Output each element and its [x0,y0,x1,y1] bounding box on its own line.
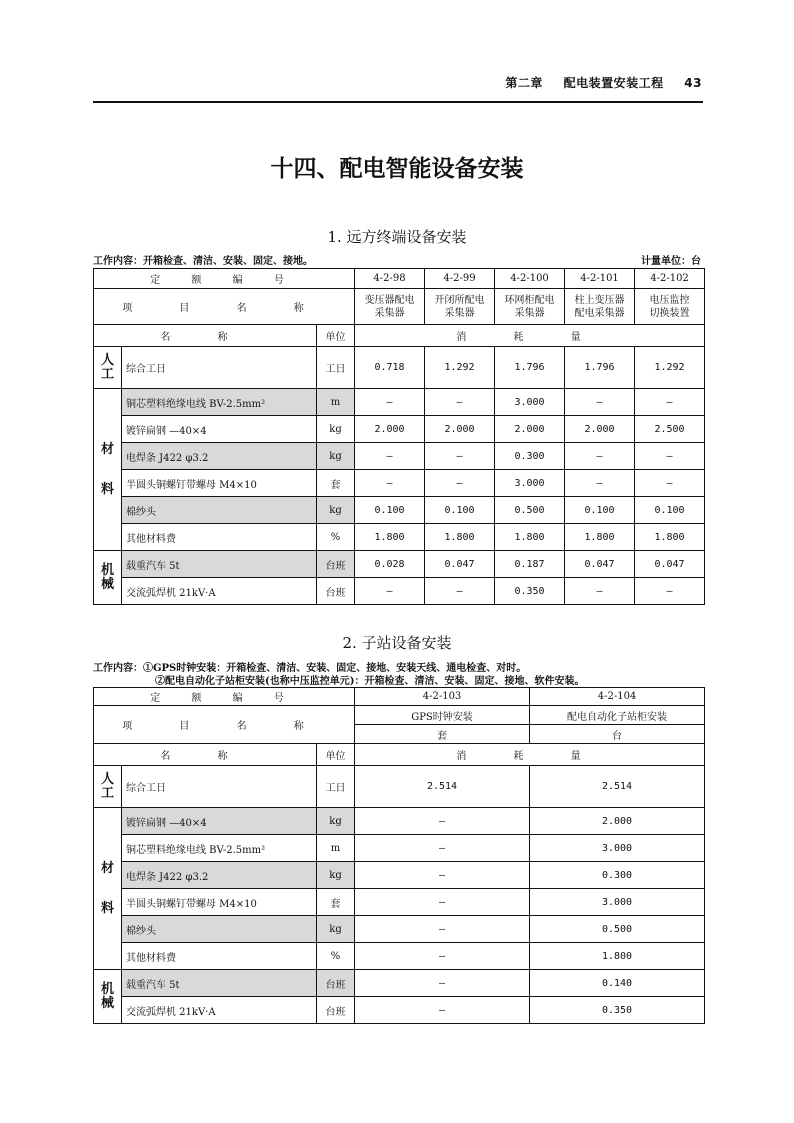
table1-item-label: 项 目 名 称 [94,289,355,325]
item-name: 其他材料费 [122,524,317,551]
table-row [94,889,705,916]
item-unit: 工日 [317,766,355,808]
table1-consumption-header: 消 耗 量 [355,325,705,347]
item-name: 电焊条 J422 φ3.2 [122,443,317,470]
consumption-value: 0.100 [565,497,635,524]
consumption-value: 0.028 [355,551,425,578]
item-unit: kg [317,443,355,470]
consumption-value: — [425,578,495,605]
consumption-value: 0.047 [565,551,635,578]
item-name: 半圆头铜螺钉带螺母 M4×10 [122,889,317,916]
consumption-value: 2.514 [355,766,530,808]
chapter-title: 配电装置安装工程 [563,76,664,90]
consumption-value: — [355,443,425,470]
consumption-value: 3.000 [530,835,705,862]
table1-quota-label: 定 额 编 号 [94,269,355,289]
consumption-value: 1.292 [425,347,495,389]
consumption-value: 0.500 [495,497,565,524]
consumption-value: — [425,470,495,497]
table-row [94,916,705,943]
page-number: 43 [684,76,702,90]
consumption-value: — [355,889,530,916]
item-unit: 套 [317,470,355,497]
consumption-value: — [565,578,635,605]
consumption-value: 1.796 [495,347,565,389]
item-name: 镀锌扁钢 —40×4 [122,416,317,443]
table-row [94,578,705,605]
item-unit: 台班 [317,578,355,605]
table-row [94,862,705,889]
chapter-number: 第二章 [505,76,543,90]
consumption-value: 0.718 [355,347,425,389]
table-row [94,997,705,1024]
consumption-value: — [355,862,530,889]
consumption-value: 2.000 [425,416,495,443]
consumption-value: 0.100 [635,497,705,524]
category-label [94,766,122,808]
consumption-value: 3.000 [495,389,565,416]
table2-item-name: 配电自动化子站柜安装 [530,706,705,725]
category-char: 人 [100,352,114,368]
consumption-value: 1.800 [495,524,565,551]
table2-column-header [94,744,705,766]
consumption-value: 2.500 [635,416,705,443]
table2-unit-header: 单位 [317,744,355,766]
table1-code: 4-2-98 [355,269,425,289]
consumption-value: 3.000 [530,889,705,916]
category-char: 料 [100,481,114,497]
consumption-value: — [635,389,705,416]
table-row [94,808,705,835]
consumption-value: — [635,470,705,497]
table-row [94,766,705,808]
item-name: 载重汽车 5t [122,551,317,578]
consumption-value: — [355,578,425,605]
table1-item-name: 开闭所配电 采集器 [425,289,495,325]
table2 [93,687,705,1024]
consumption-value: 1.292 [635,347,705,389]
table2-name-header: 名 称 [94,744,317,766]
running-head [489,74,702,91]
table-row [94,443,705,470]
item-name: 综合工日 [122,347,317,389]
table-row [94,551,705,578]
table-row [94,389,705,416]
consumption-value: — [565,389,635,416]
category-char: 料 [100,900,114,916]
table1 [93,268,705,605]
consumption-value: — [355,916,530,943]
consumption-value: 2.000 [530,808,705,835]
item-name: 交流弧焊机 21kV·A [122,578,317,605]
item-unit: kg [317,808,355,835]
consumption-value: — [565,443,635,470]
table1-item-name: 变压器配电 采集器 [355,289,425,325]
table2-consumption-header: 消 耗 量 [355,744,705,766]
item-unit: 台班 [317,970,355,997]
consumption-value: — [355,808,530,835]
category-label [94,970,122,1024]
table1-name-header: 名 称 [94,325,317,347]
table2-quota-label: 定 额 编 号 [94,688,355,706]
table2-subtitle: 2. 子站设备安装 [342,634,452,652]
item-unit: kg [317,497,355,524]
table2-work-content-1: 工作内容：①GPS时钟安装：开箱检查、清洁、安装、固定、接地、安装天线、通电检查、对时。 [93,663,527,674]
category-char: 械 [100,995,114,1011]
consumption-value: 0.350 [530,997,705,1024]
item-unit: % [317,524,355,551]
table-row [94,347,705,389]
item-name: 综合工日 [122,766,317,808]
consumption-value: 2.000 [565,416,635,443]
table1-code-row [94,269,705,289]
item-unit: kg [317,862,355,889]
category-char: 工 [100,785,114,801]
table2-item-unit: 台 [530,725,705,744]
table-row [94,497,705,524]
category-char: 机 [100,562,114,578]
item-name: 铜芯塑料绝缘电线 BV-2.5mm² [122,835,317,862]
table2-code-row [94,688,705,706]
item-name: 铜芯塑料绝缘电线 BV-2.5mm² [122,389,317,416]
table2-item-label: 项 目 名 称 [94,706,355,744]
consumption-value: 0.350 [495,578,565,605]
item-name: 棉纱头 [122,497,317,524]
table-row [94,524,705,551]
category-char: 材 [100,860,114,876]
consumption-value: 2.514 [530,766,705,808]
consumption-value: 2.000 [355,416,425,443]
item-unit: kg [317,916,355,943]
item-unit: 台班 [317,997,355,1024]
table-row [94,470,705,497]
item-name: 棉纱头 [122,916,317,943]
consumption-value: 1.800 [635,524,705,551]
table2-item-name: GPS时钟安装 [355,706,530,725]
table-row [94,416,705,443]
table1-code: 4-2-99 [425,269,495,289]
item-name: 半圆头铜螺钉带螺母 M4×10 [122,470,317,497]
table2-item-row [94,706,705,725]
item-name: 载重汽车 5t [122,970,317,997]
consumption-value: 2.000 [495,416,565,443]
consumption-value: 0.100 [355,497,425,524]
table-row [94,970,705,997]
consumption-value: — [355,389,425,416]
table2-work-content-2: ②配电自动化子站柜安装(也称中压监控单元)：开箱检查、清洁、安装、固定、接地、软件安装。 [155,676,585,687]
category-label [94,808,122,970]
consumption-value: 3.000 [495,470,565,497]
item-unit: m [317,835,355,862]
consumption-value: 0.047 [635,551,705,578]
table1-unit-label: 计量单位：台 [641,256,701,267]
table1-column-header [94,325,705,347]
table2-code: 4-2-103 [355,688,530,706]
item-name: 其他材料费 [122,943,317,970]
category-label [94,347,122,389]
item-unit: 台班 [317,551,355,578]
consumption-value: — [425,443,495,470]
consumption-value: 1.796 [565,347,635,389]
table1-code: 4-2-101 [565,269,635,289]
table-row [94,943,705,970]
consumption-value: — [425,389,495,416]
item-name: 电焊条 J422 φ3.2 [122,862,317,889]
item-unit: kg [317,416,355,443]
table1-code: 4-2-102 [635,269,705,289]
category-char: 材 [100,441,114,457]
item-name: 交流弧焊机 21kV·A [122,997,317,1024]
consumption-value: 0.187 [495,551,565,578]
consumption-value: — [355,835,530,862]
category-char: 人 [100,771,114,787]
consumption-value: 0.300 [495,443,565,470]
consumption-value: — [635,443,705,470]
header-rule [93,101,703,103]
section-title: 十四、配电智能设备安装 [270,156,524,182]
consumption-value: 0.140 [530,970,705,997]
item-unit: % [317,943,355,970]
consumption-value: 0.047 [425,551,495,578]
category-label [94,389,122,551]
consumption-value: — [355,970,530,997]
table1-item-name: 环网柜配电 采集器 [495,289,565,325]
table2-item-unit: 套 [355,725,530,744]
table1-work-content: 工作内容：开箱检查、清洁、安装、固定、接地。 [93,256,313,267]
consumption-value: 0.500 [530,916,705,943]
category-label [94,551,122,605]
table1-item-name: 柱上变压器 配电采集器 [565,289,635,325]
category-char: 械 [100,576,114,592]
item-unit: 套 [317,889,355,916]
consumption-value: 1.800 [565,524,635,551]
table-row [94,835,705,862]
table1-subtitle: 1. 远方终端设备安装 [327,228,467,246]
consumption-value: — [565,470,635,497]
category-char: 机 [100,981,114,997]
table1-item-row [94,289,705,325]
consumption-value: 1.800 [530,943,705,970]
consumption-value: 0.300 [530,862,705,889]
consumption-value: — [355,943,530,970]
table1-unit-header: 单位 [317,325,355,347]
item-unit: m [317,389,355,416]
table1-item-name: 电压监控 切换装置 [635,289,705,325]
consumption-value: — [355,470,425,497]
consumption-value: 1.800 [355,524,425,551]
item-unit: 工日 [317,347,355,389]
consumption-value: — [355,997,530,1024]
item-name: 镀锌扁钢 —40×4 [122,808,317,835]
table2-code: 4-2-104 [530,688,705,706]
consumption-value: 1.800 [425,524,495,551]
consumption-value: — [635,578,705,605]
table1-code: 4-2-100 [495,269,565,289]
category-char: 工 [100,366,114,382]
consumption-value: 0.100 [425,497,495,524]
